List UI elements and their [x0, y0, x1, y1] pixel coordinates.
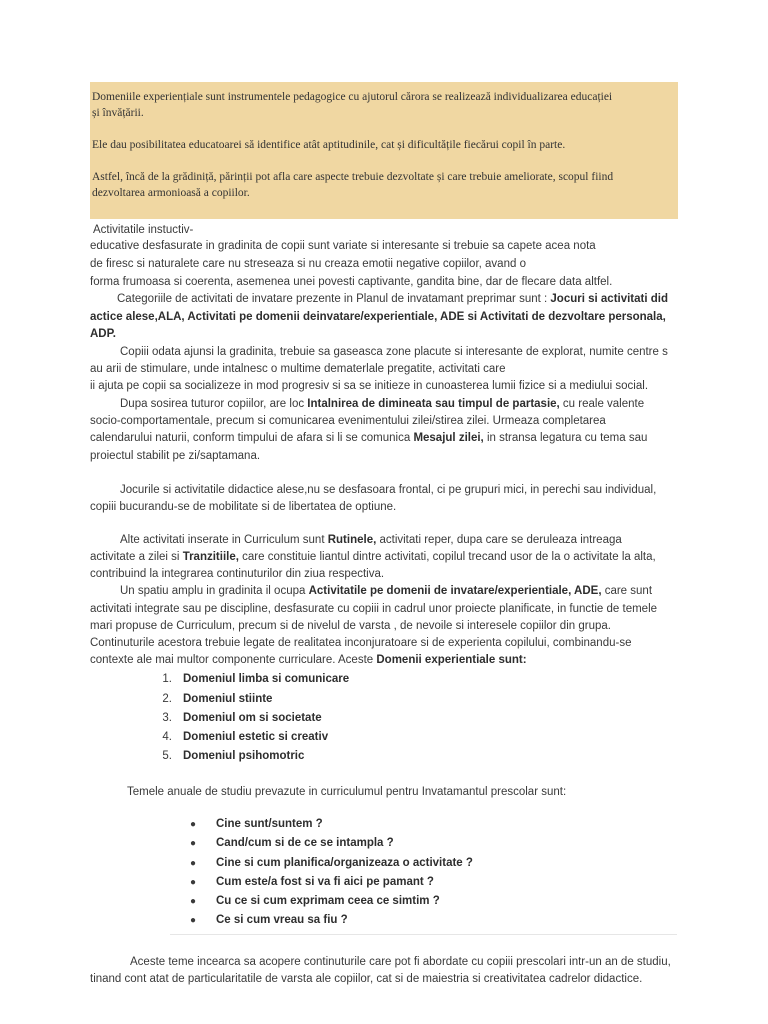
text-span: Dupa sosirea tuturor copiilor, are loc — [120, 398, 308, 410]
text-span: activitati reper, dupa care se deruleaza intreaga — [376, 534, 622, 546]
bold-text: Intalnirea de dimineata sau timpul de partasie, — [307, 398, 560, 410]
bold-text: Rutinele, — [327, 534, 377, 546]
theme-item: Cine si cum planifica/organizeaza o activitate ? — [216, 857, 473, 869]
paragraph-line: proiectul stabilit pe zi/saptamana. — [90, 450, 261, 462]
list-number: 5. — [162, 750, 172, 762]
domain-item: Domeniul stiinte — [183, 693, 273, 705]
paragraph-line: Activitatile instuctiv- — [93, 224, 194, 236]
paragraph-line — [120, 532, 622, 549]
bold-text: actice alese,ALA, Activitati pe domenii deinvatare/experientiale, ADE si Activitati de dezvoltare personala, — [90, 311, 666, 323]
text-span: Un spatiu amplu in gradinita il ocupa — [120, 585, 309, 597]
paragraph-line — [90, 549, 656, 566]
text-span: in stransa legatura cu tema sau — [483, 432, 648, 444]
text-span: Categoriile de activitati de invatare prezente in Planul de invatamant preprimar sunt : — [117, 293, 551, 305]
divider — [170, 934, 677, 935]
paragraph-line — [90, 652, 527, 669]
paragraph-line — [120, 396, 644, 413]
bold-text: Mesajul zilei, — [413, 432, 484, 444]
text-span: Alte activitati inserate in Curriculum sunt — [120, 534, 328, 546]
list-number: 2. — [162, 693, 172, 705]
bullet-icon: ● — [190, 877, 197, 888]
intro-line: și învățării. — [92, 107, 144, 119]
domain-item: Domeniul psihomotric — [183, 750, 305, 762]
paragraph-line: Aceste teme incearca sa acopere continuturile care pot fi abordate cu copiii prescolari intr-un an de studiu, — [130, 956, 671, 968]
theme-item: Cand/cum si de ce se intampla ? — [216, 837, 394, 849]
intro-line: Domeniile experiențiale sunt instrumentele pedagogice cu ajutorul cărora se realizează individualizarea educației — [92, 91, 613, 103]
intro-line: Astfel, încă de la grădiniță, părinții pot afla care aspecte trebuie dezvoltate și care trebuie ameliorate, scopul fiind — [92, 171, 614, 183]
intro-line: dezvoltarea armonioasă a copiilor. — [92, 187, 250, 199]
domain-item: Domeniul estetic si creativ — [183, 731, 329, 743]
paragraph-line: Jocurile si activitatile didactice alese,nu se desfasoara frontal, ci pe grupuri mici, in perechi sau individual, — [120, 484, 657, 496]
themes-intro: Temele anuale de studiu prevazute in curriculumul pentru Invatamantul prescolar sunt: — [127, 786, 567, 798]
paragraph-line: socio-comportamentale, precum si comunicarea evenimentului zilei/stirea zilei. Urmeaza completarea — [90, 415, 606, 427]
domain-item: Domeniul om si societate — [183, 712, 322, 724]
bullet-icon: ● — [190, 915, 197, 926]
paragraph-line — [90, 309, 666, 326]
paragraph-line: tinand cont atat de particularitatile de varsta ale copiilor, cat si de maiestria si creativitatea cadrelor didactice. — [90, 973, 643, 985]
paragraph-line: ii ajuta pe copii sa socializeze in mod progresiv si sa se initieze in cunoasterea lumii fizice si a mediului social. — [90, 380, 649, 392]
paragraph-line — [90, 430, 647, 447]
list-number: 1. — [162, 673, 172, 685]
paragraph-line — [120, 583, 652, 600]
bold-text: Activitatile pe domenii de invatare/experientiale, ADE, — [308, 585, 602, 597]
paragraph-line: au arii de stimulare, unde intalnesc o multime dematerlale pregatite, activitati care — [90, 363, 506, 375]
text-span: calendarului naturii, conform timpului de afara si li se comunica — [90, 432, 414, 444]
text-span: care sunt — [601, 585, 653, 597]
paragraph-line: forma frumoasa si coerenta, asemenea unei povesti captivante, gandita bine, dar de flecare data altfel. — [90, 276, 613, 288]
text-span: care constituie liantul dintre activitati, copilul trecand usor de la o activitate la alta, — [238, 551, 656, 563]
bullet-icon: ● — [190, 838, 197, 849]
theme-item: Cum este/a fost si va fi aici pe pamant ? — [216, 876, 434, 888]
text-span: contexte ale mai multor componente curriculare. Aceste — [90, 654, 377, 666]
paragraph-line: mari propuse de Curriculum, precum si de nivelul de varsta , de nevoile si interesele copiilor din grupa. — [90, 620, 611, 632]
paragraph-line: Copiii odata ajunsi la gradinita, trebuie sa gaseasca zone placute si interesante de explorat, numite centre s — [120, 346, 668, 358]
paragraph-line: contribuind la integrarea continuturilor din ziua respectiva. — [90, 568, 385, 580]
theme-item: Ce si cum vreau sa fiu ? — [216, 914, 348, 926]
paragraph-line — [90, 326, 116, 343]
paragraph-line: educative desfasurate in gradinita de copii sunt variate si interesante si trebuie sa capete acea nota — [90, 240, 596, 252]
text-span: cu reale valente — [559, 398, 645, 410]
bullet-icon: ● — [190, 858, 197, 869]
domain-item: Domeniul limba si comunicare — [183, 673, 350, 685]
bold-text: Tranzitiile, — [182, 551, 239, 563]
theme-item: Cine sunt/suntem ? — [216, 818, 323, 830]
bold-text: Jocuri si activitati did — [550, 293, 668, 305]
paragraph-line: de firesc si naturalete care nu streseaza si nu creaza emotii negative copiilor, avand o — [90, 258, 526, 270]
list-number: 3. — [162, 712, 172, 724]
bold-text: ADP. — [90, 328, 116, 340]
list-number: 4. — [162, 731, 172, 743]
bullet-icon: ● — [190, 896, 197, 907]
paragraph-line — [117, 291, 668, 308]
paragraph-line: Continuturile acestora trebuie legate de realitatea inconjuratoare si de experienta copilului, combinandu-se — [90, 637, 632, 649]
bold-text: Domenii experientiale sunt: — [376, 654, 527, 666]
paragraph-line: activitati integrate sau pe discipline, desfasurate cu copiii in cadrul unor proiecte planificate, in functie de temele — [90, 603, 658, 615]
bullet-icon: ● — [190, 819, 197, 830]
intro-line: Ele dau posibilitatea educatoarei să identifice atât aptitudinile, cat și dificultățile fiecărui copil în parte. — [92, 139, 566, 151]
theme-item: Cu ce si cum exprimam ceea ce simtim ? — [216, 895, 440, 907]
paragraph-line: copiii bucurandu-se de mobilitate si de libertatea de optiune. — [90, 501, 397, 513]
text-span: activitate a zilei si — [90, 551, 183, 563]
